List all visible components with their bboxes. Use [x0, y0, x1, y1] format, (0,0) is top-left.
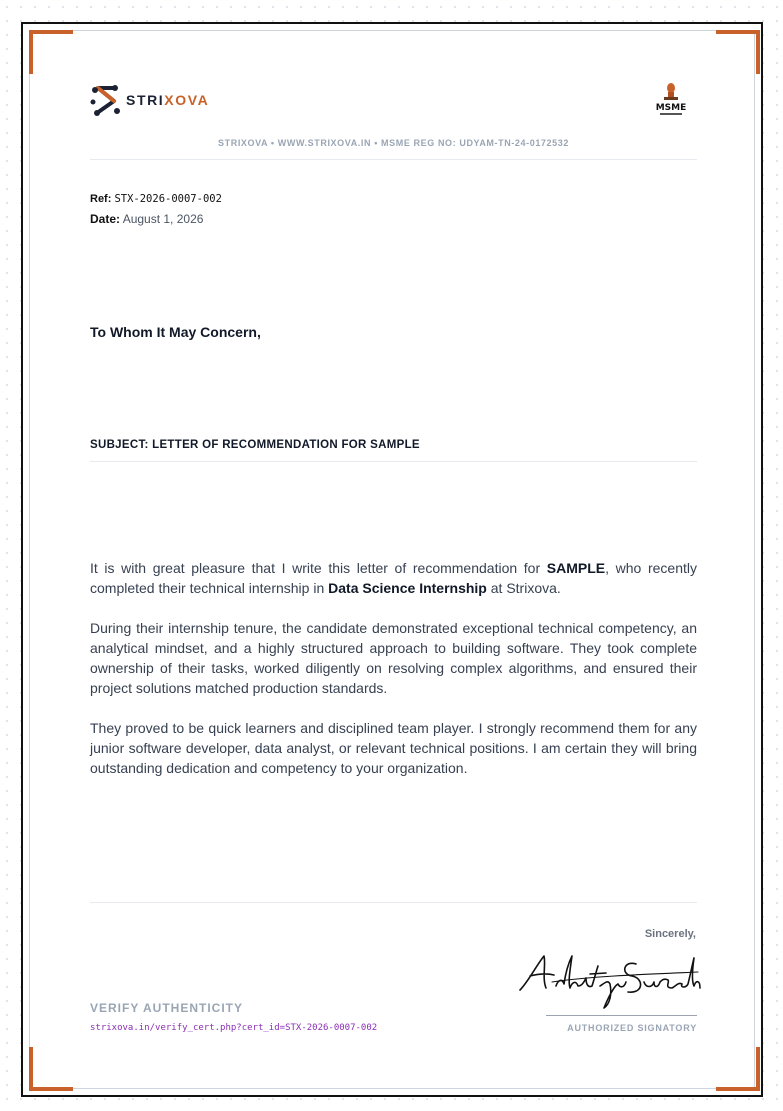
corner-ornament-bottom-right	[716, 1047, 760, 1091]
letter-subject: SUBJECT: LETTER OF RECOMMENDATION FOR SAMPLE	[90, 439, 420, 451]
program-name: Data Science Internship	[328, 580, 487, 596]
letter-greeting: To Whom It May Concern,	[90, 324, 261, 340]
company-tagline: STRIXOVA • WWW.STRIXOVA.IN • MSME REG NO: UDYAM-TN-24-0172532	[218, 138, 569, 148]
paragraph-1: It is with great pleasure that I write this letter of recommendation for SAMPLE, who recently completed their technical internship in Data Science Internship at Strixova.	[90, 560, 698, 596]
date-label: Date:	[90, 212, 121, 226]
divider	[90, 902, 697, 903]
ref-value: STX-2026-0007-002	[114, 193, 222, 205]
candidate-name: SAMPLE	[546, 560, 606, 576]
company-logo	[89, 80, 209, 120]
divider	[90, 159, 697, 160]
signatory-label: AUTHORIZED SIGNATORY	[567, 1023, 697, 1033]
signature-line	[546, 1015, 697, 1016]
divider	[90, 461, 697, 462]
corner-ornament-top-right	[716, 30, 760, 74]
paragraph-3: They proved to be quick learners and disciplined team player. I strongly recommend them for any junior software developer, data analyst, or relevant technical positions. I am certain they will bring outstanding dedication and competency to your organization.	[90, 720, 697, 776]
date-line	[90, 212, 203, 226]
handwritten-signature	[512, 942, 702, 1012]
strixova-logo-icon	[89, 80, 123, 120]
ref-label: Ref:	[90, 193, 112, 205]
svg-text:MSME: MSME	[655, 103, 687, 113]
corner-ornament-bottom-left	[29, 1047, 73, 1091]
msme-seal-icon	[651, 80, 691, 120]
verify-link[interactable]: strixova.in/verify_cert.php?cert_id=STX-2026-0007-002	[90, 1023, 378, 1033]
paragraph-2: During their internship tenure, the candidate demonstrated exceptional technical competency, an analytical mindset, and a highly structured approach to building software. They took complete ownership of their tasks, worked diligently on resolving complex algorithms, and ensured their project solutions matched production standards.	[90, 620, 697, 696]
date-value: August 1, 2026	[122, 212, 204, 226]
brand-name: STRIXOVA	[126, 92, 210, 108]
reference-line	[90, 193, 222, 205]
closing: Sincerely,	[644, 928, 696, 940]
verify-heading: VERIFY AUTHENTICITY	[90, 1001, 244, 1015]
corner-ornament-top-left	[29, 30, 73, 74]
letter-body	[90, 558, 697, 798]
